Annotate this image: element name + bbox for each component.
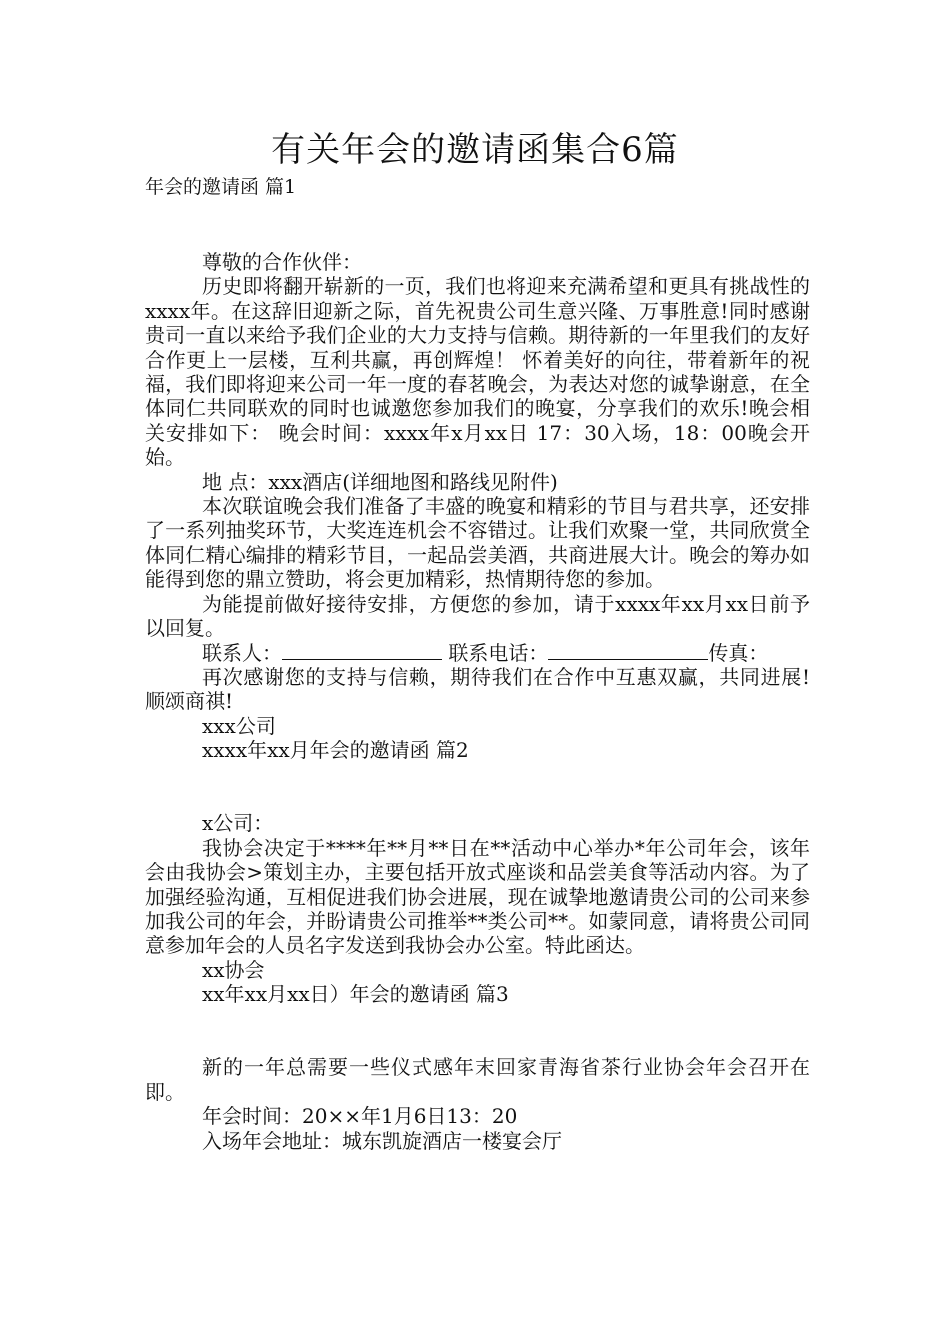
greeting-1: 尊敬的合作伙伴： bbox=[202, 250, 362, 274]
paragraph-2: 本次联谊晚会我们准备了丰盛的晚宴和精彩的节目与君共享，还安排了一系列抽奖环节，大奖连连机会不容错过。让我们欢聚一堂，共同欣赏全体同仁精心编排的精彩节目，一起品尝美酒，共商进展大计。晚会的筹办如能得到您的鼎立赞助，将会更加精彩，热情期待您的参加。 bbox=[145, 494, 810, 592]
section-heading-1: 年会的邀请函 篇1 bbox=[145, 176, 297, 198]
document-title: 有关年会的邀请函集合6篇 bbox=[271, 130, 679, 170]
spacer bbox=[145, 763, 810, 812]
phone-label: 联系电话： bbox=[448, 640, 549, 665]
paragraph-3: 为能提前做好接待安排，方便您的参加，请于xxxx年xx月xx日前予以回复。 bbox=[145, 591, 810, 641]
fax-label: 传真： bbox=[708, 640, 769, 665]
document-body bbox=[145, 250, 810, 1153]
phone-blank bbox=[548, 641, 708, 660]
signature-2: xx协会 bbox=[202, 957, 265, 982]
location-line: 地 点：xxx酒店(详细地图和路线见附件) bbox=[202, 469, 558, 494]
paragraph-5: 我协会决定于****年**月**日在**活动中心举办*年公司年会，该年会由我协会>策划主办，主要包括开放式座谈和品尝美食等活动内容。为了加强经验沟通，互相促进我们协会进展，现在诚挚地邀请贵公司的公司来参加我公司的年会，并盼请贵公司推举**类公司**。如蒙同意，请将贵公司同意参加年会的人员名字发送到我协会办公室。特此函达。 bbox=[145, 835, 810, 958]
greeting-2: x公司： bbox=[202, 811, 274, 836]
contact-label: 联系人： bbox=[202, 640, 282, 665]
contact-line bbox=[145, 641, 810, 665]
section-heading-3: xx年xx月xx日）年会的邀请函 篇3 bbox=[202, 982, 509, 1007]
meeting-time: 年会时间：20××年1月6日13：20 bbox=[202, 1104, 518, 1129]
paragraph-1: 历史即将翻开崭新的一页，我们也将迎来充满希望和更具有挑战性的xxxx年。在这辞旧迎新之际，首先祝贵公司生意兴隆、万事胜意!同时感谢贵司一直以来给予我们企业的大力支持与信赖。期待新的一年里我们的友好合作更上一层楼，互利共赢，再创辉煌！ 怀着美好的向往，带着新年的祝福，我们即将迎来公司一年一度的春茗晚会，为表达对您的诚挚谢意，在全体同仁共同联欢的同时也诚邀您参加我们的晚宴，分享我们的欢乐!晚会相关安排如下： 晚会时间：xxxx年x月xx日 17：30入场，18：00晚会开始。 bbox=[145, 274, 810, 470]
signature-1: xxx公司 bbox=[202, 713, 276, 738]
contact-blank bbox=[282, 641, 442, 660]
meeting-address: 入场年会地址：城东凯旋酒店一楼宴会厅 bbox=[202, 1128, 562, 1153]
paragraph-4: 再次感谢您的支持与信赖，期待我们在合作中互惠双赢，共同进展! 顺颂商祺! bbox=[145, 664, 810, 714]
spacer bbox=[145, 1007, 810, 1056]
paragraph-6: 新的一年总需要一些仪式感年末回家青海省茶行业协会年会召开在即。 bbox=[145, 1055, 810, 1104]
section-heading-2: xxxx年xx月年会的邀请函 篇2 bbox=[202, 738, 469, 763]
